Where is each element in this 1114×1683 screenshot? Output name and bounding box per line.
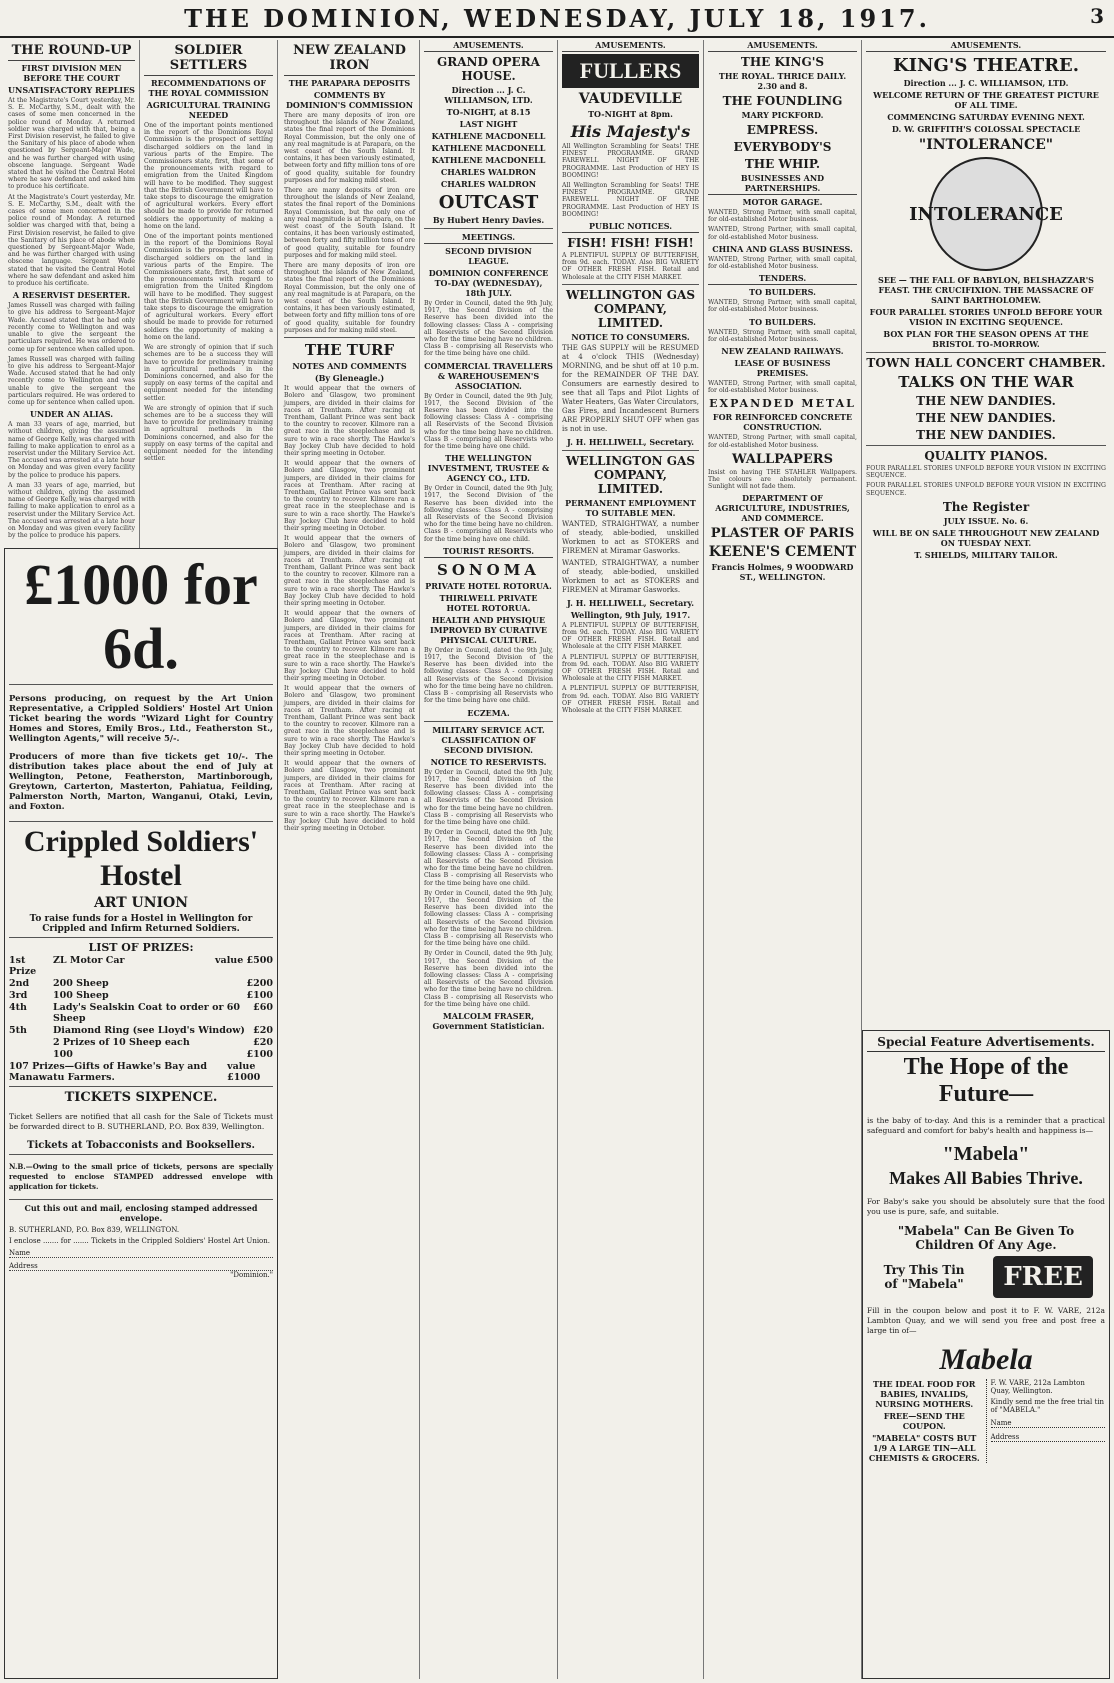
motor-garage: MOTOR GARAGE.: [742, 197, 823, 207]
prize-row: [9, 1025, 273, 1036]
mabela-costs: "MABELA" COSTS BUT 1/9 A LARGE TIN—ALL CHEMISTS & GROCERS.: [868, 1433, 980, 1463]
mabela-brand: Mabela: [939, 1343, 1033, 1376]
column-amusements-3: [704, 40, 862, 1679]
prize-place: 4th: [9, 1001, 27, 1013]
column-soldier-settlers: [140, 40, 278, 550]
meeting-body: By Order in Council, dated the 9th July, 1917, the Second Division of the Reserve has been divided into the following classes: Class A - comprising all Reservists of the Second Division who for the time being have no children. Class B - comprising all Reservists who for the time being have one child.: [424, 300, 553, 358]
empress: EMPRESS.: [746, 123, 819, 137]
kindly-send: Kindly send me the free trial tin of "MABELA.": [990, 1398, 1105, 1414]
prize-place: 2nd: [9, 977, 30, 989]
turf-body: It would appear that the owners of Bolero and Glasgow, two prominent jumpers, are divided in their claims for races at Trentham. After racing at Trentham, Gallant Prince was sent back to the country to recover. Kilmore ran a great race in the steeplechase and is sure to win a race shortly. The Hawke's Bay Jockey Club have decided to hold their spring meeting in October.: [284, 610, 415, 683]
new-dandies: THE NEW DANDIES.: [916, 394, 1056, 408]
meeting-item: SECOND DIVISION LEAGUE.: [445, 246, 532, 266]
film-title: THE FOUNDLING: [722, 94, 843, 108]
railways: NEW ZEALAND RAILWAYS.: [721, 346, 844, 357]
prize-value: £100: [246, 1048, 273, 1060]
advert-body: Persons producing, on request by the Art Union Representative, a Crippled Soldiers' Hostel Art Union Ticket bearing the words "Wizard Light for Country Homes and Stores, Emily Bros., Ltd., Featherston St., Wellington Agents," will receive 5/-.: [9, 693, 273, 744]
article-body: At the Magistrate's Court yesterday, Mr. S. E. McCarthy, S.M., dealt with the cases of some men concerned in the police round of Monday. A returned soldier was charged with that, being a First Division reservist, he failed to give the Sanitary of his place of abode when questioned by Sergeant-Major Wade, and he was further charged with using obscene language. Sergeant Wade stated that he visited the Central Hotel where he saw defendant and asked him to produce his certificate.: [8, 97, 135, 191]
column-amusements-2: [558, 40, 704, 1679]
new-dandies: THE NEW DANDIES.: [916, 411, 1056, 425]
china-business: CHINA AND GLASS BUSINESS.: [712, 243, 853, 254]
vare-address: F. W. VARE, 212a Lambton Quay, Wellington.: [990, 1379, 1085, 1395]
commencing: COMMENCING SATURDAY EVENING NEXT.: [887, 112, 1085, 122]
notice-date: Wellington, 9th July, 1917.: [570, 609, 691, 620]
notice-body: By Order in Council, dated the 9th July, 1917, the Second Division of the Reserve has been divided into the following classes: Class A - comprising all Reservists of the Second Division who for the time being have no children. Class B - comprising all Reservists who for the time being have one child.: [424, 889, 553, 948]
meeting-item: DOMINION CONFERENCE TO-DAY (WEDNESDAY), 18th JULY.: [428, 268, 549, 298]
gas-company: WELLINGTON GAS COMPANY, LIMITED.: [565, 453, 696, 496]
section-heading: AMUSEMENTS.: [562, 40, 699, 52]
hundred-prizes: 107 Prizes—Gifts of Hawke's Bay and Manawatu Farmers.: [9, 1060, 207, 1083]
article-body: There are many deposits of iron ore throughout the islands of New Zealand, states the final report of the Dominions Royal Commission, but the only one of any real magnitude is at Parapara, on the west coast of the South Island. It contains, it has been variously estimated, between forty and fifty million tons of ore of good quality, suitable for foundry purposes and for making mild steel.: [284, 112, 415, 184]
nb-note: N.B.—Owing to the small price of tickets, persons are specially requested to enclose STAMPED addressed envelope with application for tickets.: [9, 1161, 273, 1191]
notice-body: By Order in Council, dated the 9th July, 1917, the Second Division of the Reserve has been divided into the following classes: Class A - comprising all Reservists of the Second Division who for the time being have no children. Class B - comprising all Reservists who for the time being have one child.: [424, 829, 553, 887]
metal-sub: FOR REINFORCED CONCRETE CONSTRUCTION.: [712, 412, 853, 433]
coupon-free: FREE—SEND THE COUPON.: [883, 1411, 965, 1431]
misc-body: A PLENTIFUL SUPPLY OF BUTTERFISH, from 9d. each. TODAY. Also BIG VARIETY OF OTHER FRESH FISH. Retail and Wholesale at the CITY FISH MARKET.: [562, 621, 699, 651]
turf-body: It would appear that the owners of Bolero and Glasgow, two prominent jumpers, are divided in their claims for races at Trentham. After racing at Trentham, Gallant Prince was sent back to the country to recover. Kilmore ran a great race in the steeplechase and is sure to win a race shortly. The Hawke's Bay Jockey Club have decided to hold their spring meeting in October.: [284, 460, 415, 532]
vaudeville: VAUDEVILLE: [578, 91, 683, 107]
article-body: One of the important points mentioned in the report of the Dominions Royal Commission is the prospect of settling discharged soldiers on the land in various parts of the Empire. The Commissioners state, first, that some of the pronouncements with regard to emigration from the United Kingdom will have to be modified. They suggest that the British Government will have to take steps to discourage the emigration of agricultural workers. Every effort should be made to provide for returned soldiers the opportunity of making a home on the land.: [144, 122, 273, 230]
article-body: A man 33 years of age, married, but without children, giving the assumed name of George Kelly, was charged with failing to make application to enrol as a reservist under the Military Service Act. The accused was arrested at a late hour on Monday and was given every facility by the police to produce his papers.: [8, 421, 135, 479]
agriculture-dept: DEPARTMENT OF AGRICULTURE, INDUSTRIES, AND COMMERCE.: [715, 493, 850, 524]
misc-body: A PLENTIFUL SUPPLY OF BUTTERFISH, from 9d. each. TODAY. Also BIG VARIETY OF OTHER FRESH FISH. Retail and Wholesale at the CITY FISH MARKET.: [562, 653, 699, 683]
turf-body: It would appear that the owners of Bolero and Glasgow, two prominent jumpers, are divided in their claims for races at Trentham. After racing at Trentham, Gallant Prince was sent back to the country to recover. Kilmore ran a great race in the steeplechase and is sure to win a race shortly. The Hawke's Bay Jockey Club have decided to hold their spring meeting in October.: [284, 685, 415, 758]
mabela-name-field[interactable]: Name: [991, 1419, 1106, 1428]
meeting-body: By Order in Council, dated the 9th July, 1917, the Second Division of the Reserve has been divided into the following classes: Class A - comprising all Reservists of the Second Division who for the time being have no children. Class B - comprising all Reservists who for the time being have one child.: [424, 392, 553, 451]
turf-body: It would appear that the owners of Bolero and Glasgow, two prominent jumpers, are divided in their claims for races at Trentham. After racing at Trentham, Gallant Prince was sent back to the country to recover. Kilmore ran a great race in the steeplechase and is sure to win a race shortly. The Hawke's Bay Jockey Club have decided to hold their spring meeting in October.: [284, 535, 415, 607]
wanted-body: WANTED, STRAIGHTWAY, a number of steady, able-bodied, unskilled Workmen to act as STOKERS and FIREMEN at Miramar Gasworks.: [562, 519, 699, 555]
business-heading: BUSINESSES AND PARTNERSHIPS.: [708, 173, 857, 195]
prize-item: 2 Prizes of 10 Sheep each: [53, 1036, 190, 1048]
meeting-item: THE WELLINGTON INVESTMENT, TRUSTEE & AGENCY CO., LTD.: [427, 453, 550, 484]
lease: LEASE OF BUSINESS PREMISES.: [734, 358, 831, 379]
prize-item: 200 Sheep: [53, 977, 109, 989]
prize-item: Lady's Sealskin Coat to order or 60 Sheep: [53, 1001, 240, 1024]
prize-value: value £500: [215, 954, 273, 966]
last-nights: LAST NIGHT: [459, 119, 518, 129]
prize-place: 5th: [9, 1024, 27, 1036]
wanted-body: WANTED, Strong Partner, with small capital, for old-established Motor business.: [708, 434, 857, 449]
article-subheading: UNSATISFACTORY REPLIES: [8, 85, 135, 95]
to-builders: TO BUILDERS.: [749, 287, 816, 298]
article-heading: SOLDIER SETTLERS: [144, 43, 273, 76]
section-heading: AMUSEMENTS.: [424, 40, 553, 52]
town-hall: TOWN HALL CONCERT CHAMBER.: [866, 356, 1106, 370]
prize-item: Diamond Ring (see Lloyd's Window): [53, 1024, 245, 1036]
coupon-address-field[interactable]: Address: [9, 1262, 273, 1271]
article-heading: THE ROUND-UP: [8, 43, 135, 61]
notice-body: By Order in Council, dated the 9th July, 1917, the Second Division of the Reserve has been divided into the following classes: Class A - comprising all Reservists of the Second Division who for the time being have no children. Class B - comprising all Reservists who for the time being have one child.: [424, 768, 553, 826]
prize-item: 100 Sheep: [53, 989, 109, 1001]
newspaper-title: THE DOMINION, WEDNESDAY, JULY 18, 1917.: [184, 4, 930, 33]
quality-pianos: QUALITY PIANOS.: [924, 449, 1048, 463]
pianos-body: FOUR PARALLEL STORIES UNFOLD BEFORE YOUR VISION IN EXCITING SEQUENCE.: [866, 482, 1106, 497]
article-subheading: FIRST DIVISION MEN BEFORE THE COURT: [21, 63, 122, 83]
holmes: Francis Holmes, 9 WOODWARD ST., WELLINGTON.: [711, 562, 854, 583]
coupon-address: B. SUTHERLAND, P.O. Box 839, WELLINGTON.: [9, 1225, 180, 1234]
baby-body: For Baby's sake you should be absolutely sure that the food you use is pure, safe, and suitable.: [867, 1196, 1105, 1216]
tickets-body: Ticket Sellers are notified that all cash for the Sale of Tickets must be forwarded direct to B. SUTHERLAND, P.O. Box 839, Wellington.: [9, 1112, 273, 1131]
wallpapers: WALLPAPERS: [732, 451, 833, 467]
column-amusements-1: [420, 40, 558, 1679]
his-majesty: His Majesty's: [570, 122, 691, 141]
hostel-title: Crippled Soldiers' Hostel: [23, 824, 259, 892]
prize-row: [9, 978, 273, 989]
talks-on-war: TALKS ON THE WAR: [898, 373, 1074, 391]
mabela-name: "Mabela": [942, 1143, 1030, 1165]
fullers-logo: FULLERS: [562, 54, 699, 88]
film-star: MARY PICKFORD.: [741, 110, 824, 120]
register-sale: WILL BE ON SALE THROUGHOUT NEW ZEALAND ON TUESDAY NEXT.: [872, 527, 1100, 548]
meetings-heading: MEETINGS.: [424, 232, 553, 244]
article-body: There are many deposits of iron ore throughout the islands of New Zealand, states the final report of the Dominions Royal Commission, but the only one of any real magnitude is at Parapara, on the west coast of the South Island. It contains, it has been variously estimated, between forty and fifty million tons of ore of good quality, suitable for foundry purposes and for making mild steel.: [284, 187, 415, 259]
turf-subheading: NOTES AND COMMENTS: [292, 361, 407, 372]
advert-headline: £1000 for 6d.: [24, 552, 258, 681]
article-subheading: THE PARAPARA DEPOSITS: [288, 78, 411, 88]
article-body: A man 33 years of age, married, but without children, giving the assumed name of George Kelly, was charged with failing to make application to enrol as a reservist under the Military Service Act. The accused was arrested at a late hour on Monday and was given every facility by the police to produce his papers.: [8, 481, 135, 540]
star-name: CHARLES WALDRON: [440, 179, 537, 189]
prize-value: £100: [246, 989, 273, 1001]
intolerance-seal: INTOLERANCE: [929, 157, 1043, 271]
prize-row: [9, 1037, 273, 1048]
column-nz-iron: [280, 40, 420, 1679]
health-body: By Order in Council, dated the 9th July, 1917, the Second Division of the Reserve has been divided into the following classes: Class A - comprising all Reservists of the Second Division who for the time being have no children. Class B - comprising all Reservists who for the time being have one child.: [424, 646, 553, 705]
wanted-body: WANTED, Strong Partner, with small capital, for old-established Motor business.: [708, 255, 857, 271]
theatre-direction: Direction ... J. C. WILLIAMSON, LTD.: [444, 85, 533, 105]
notice-body: By Order in Council, dated the 9th July, 1917, the Second Division of the Reserve has been divided into the following classes: Class A - comprising all Reservists of the Second Division who for the time being have no children. Class B - comprising all Reservists who for the time being have one child.: [424, 950, 553, 1008]
turf-heading: THE TURF: [304, 341, 395, 360]
gas-signed: J. H. HELLIWELL, Secretary.: [566, 597, 695, 608]
star-name: CHARLES WALDRON: [440, 167, 537, 177]
fish-title: FISH! FISH! FISH!: [567, 236, 694, 251]
star-name: KATHLENE MACDONELL: [431, 131, 546, 141]
parallel-stories: FOUR PARALLEL STORIES UNFOLD BEFORE YOUR VISION IN EXCITING SEQUENCE.: [869, 307, 1103, 327]
hundred-value: value £1000: [227, 1060, 261, 1083]
advert-body: Producers of more than five tickets get 10/-. The distribution takes place about the end of July at Wellington, Petone, Featherston, Martinborough, Greytown, Carterton, Masterton, Pahiatua, Feilding, Palmerston North, Marton, Wanganui, Otaki, Levin, and Foxton.: [9, 752, 273, 812]
fullers-tonight: TO-NIGHT at 8pm.: [588, 109, 673, 119]
section-heading: AMUSEMENTS.: [708, 40, 857, 52]
article-body: We are strongly of opinion that if such schemes are to be a success they will have to provide for preliminary training in agricultural methods in the Dominions concerned, and also for the supply on easy terms of the capital and equipment needed for the intending settler.: [144, 344, 273, 402]
article-subheading: COMMENTS BY DOMINION'S COMMISSION: [285, 90, 414, 110]
makes-thrive: Makes All Babies Thrive.: [889, 1168, 1083, 1188]
section-heading: AMUSEMENTS.: [866, 40, 1106, 52]
intolerance: "INTOLERANCE": [918, 137, 1054, 153]
page-number: 3: [1090, 4, 1104, 28]
wallpaper-body: Insist on having THE STAHLER Wallpapers. The colours are absolutely permanent. Sunlight will not fade them.: [708, 468, 857, 491]
prize-list-title: LIST OF PRIZES:: [88, 940, 194, 954]
wanted-body: WANTED, Strong Partner, with small capital, for old-established Motor business.: [708, 209, 857, 224]
military-notice: MILITARY SERVICE ACT. CLASSIFICATION OF SECOND DIVISION.: [432, 724, 545, 755]
star-name: KATHLENE MACDONELL: [431, 143, 546, 153]
turf-body: It would appear that the owners of Bolero and Glasgow, two prominent jumpers, are divided in their claims for races at Trentham. After racing at Trentham, Gallant Prince was sent back to the country to recover. Kilmore ran a great race in the steeplechase and is sure to win a race shortly. The Hawke's Bay Jockey Club have decided to hold their spring meeting in October.: [284, 760, 415, 833]
mabela-address-field[interactable]: Address: [991, 1433, 1106, 1442]
gas-company: WELLINGTON GAS COMPANY, LIMITED.: [565, 287, 696, 330]
play-title: OUTCAST: [438, 192, 539, 213]
wanted-body: WANTED, Strong Partner, with small capital, for old-established Motor business.: [708, 328, 857, 343]
column-kings-theatre: [862, 40, 1110, 1026]
masthead: [0, 0, 1114, 38]
coupon-enclose: I enclose ....... for ....... Tickets in the Crippled Soldiers' Hostel Art Union.: [9, 1236, 271, 1245]
art-union-advert: [4, 548, 278, 1679]
meeting-body: By Order in Council, dated the 9th July, 1917, the Second Division of the Reserve has been divided into the following classes: Class A - comprising all Reservists of the Second Division who for the time being have no children. Class B - comprising all Reservists who for the time being have one child.: [424, 485, 553, 543]
prize-row: [9, 1002, 273, 1024]
kings-theatre: KING'S THEATRE.: [892, 55, 1080, 76]
article-subheading: UNDER AN ALIAS.: [29, 409, 114, 420]
prize-place: 3rd: [9, 989, 28, 1001]
prize-row: [9, 990, 273, 1001]
welcome: WELCOME RETURN OF THE GREATEST PICTURE OF ALL TIME.: [873, 90, 1099, 110]
consumers-notice: NOTICE TO CONSUMERS.: [571, 331, 690, 342]
raise-text: To raise funds for a Hostel in Wellington for Crippled and Infirm Returned Soldiers.: [29, 913, 253, 934]
wanted-body: WANTED, Strong Partner, with small capital, for old-established Motor business.: [708, 226, 857, 241]
tonight: TO-NIGHT, at 8.15: [446, 107, 531, 117]
misc-body: A PLENTIFUL SUPPLY OF BUTTERFISH, from 9d. each. TODAY. Also BIG VARIETY OF OTHER FRESH FISH. Retail and Wholesale at the CITY FISH MARKET.: [562, 685, 699, 715]
prize-place: 1st Prize: [9, 954, 37, 977]
plaster-of-paris: PLASTER OF PARIS: [710, 526, 855, 542]
keenes-cement: KEENE'S CEMENT: [708, 544, 857, 561]
tenders-heading: TENDERS.: [708, 273, 857, 285]
fill-body: Fill in the coupon below and post it to F. W. VARE, 212a Lambton Quay, and we will send you free and post free a large tin of—: [867, 1305, 1105, 1335]
wanted-body: WANTED, Strong Partner, with small capital, for old-established Motor business.: [708, 299, 857, 314]
kings-direction: Direction ... J. C. WILLIAMSON, LTD.: [903, 78, 1069, 88]
article-subheading: RECOMMENDATIONS OF THE ROYAL COMMISSION: [148, 78, 269, 98]
star-name: KATHLENE MACDONELL: [431, 155, 546, 165]
meeting-item: COMMERCIAL TRAVELLERS & WAREHOUSEMEN'S ASSOCIATION.: [424, 360, 553, 391]
coupon-name-field[interactable]: Name: [9, 1249, 273, 1258]
tourist-heading: TOURIST RESORTS.: [424, 546, 553, 558]
article-body: James Russell was charged with failing to give his address to Sergeant-Major Wade. Accused stated that he had only recently come to Wellington and was unable to give the sergeant the particulars required. He was ordered to come up for sentence when called upon.: [8, 302, 135, 353]
tickets-price: TICKETS SIXPENCE.: [64, 1089, 218, 1105]
mabela-advert: [862, 1030, 1110, 1679]
reservists-notice: NOTICE TO RESERVISTS.: [430, 756, 547, 767]
theatre-name: GRAND OPERA HOUSE.: [437, 55, 540, 83]
special-heading: Special Feature Advertisements.: [867, 1035, 1105, 1052]
hope-title: The Hope of the Future—: [903, 1054, 1069, 1107]
article-body: James Russell was charged with failing to give his address to Sergeant-Major Wade. Accused stated that he had only recently come to Wellington and was unable to give the sergeant the particulars required. He was ordered to come up for sentence when called upon.: [8, 355, 135, 406]
prize-list: [9, 955, 273, 1060]
fullers-body: All Wellington Scrambling for Seats! THE FINEST PROGRAMME. GRAND FAREWELL NIGHT OF THE PROGRAMME. Last Production of HEY IS BOOMING!: [562, 143, 699, 179]
prize-item: ZL Motor Car: [53, 954, 125, 966]
notice-signoff: MALCOLM FRASER, Government Statistician.: [432, 1011, 545, 1031]
wanted-body: WANTED, STRAIGHTWAY, a number of steady, able-bodied, unskilled Workmen to act as STOKERS and FIREMEN at Miramar Gasworks.: [562, 558, 699, 594]
prize-row: [9, 955, 273, 977]
eczema: ECZEMA.: [467, 707, 510, 718]
play-author: By Hubert Henry Davies.: [432, 215, 545, 225]
prize-value: £200: [246, 977, 273, 989]
register: The Register: [942, 499, 1030, 514]
whip: THE WHIP.: [744, 157, 821, 171]
art-union-label: ART UNION: [93, 894, 189, 911]
turf-byline: (By Gleneagle.): [314, 373, 385, 384]
prize-value: £20: [253, 1024, 273, 1036]
article-heading: NEW ZEALAND IRON: [284, 43, 415, 76]
article-body: We are strongly of opinion that if such schemes are to be a success they will have to provide for preliminary training in agricultural methods in the Dominions concerned, and also for the supply on easy terms of the capital and equipment needed for the intending settler.: [144, 404, 273, 463]
wanted-body: WANTED, Strong Partner, with small capital, for old-established Motor business.: [708, 380, 857, 395]
employment-notice: PERMANENT EMPLOYMENT TO SUITABLE MEN.: [565, 497, 696, 518]
pianos-body: FOUR PARALLEL STORIES UNFOLD BEFORE YOUR VISION IN EXCITING SEQUENCE.: [866, 465, 1106, 480]
turf-body: It would appear that the owners of Bolero and Glasgow, two prominent jumpers, are divided in their claims for races at Trentham. After racing at Trentham, Gallant Prince was sent back to the country to recover. Kilmore ran a great race in the steeplechase and is sure to win a race shortly. The Hawke's Bay Jockey Club have decided to hold their spring meeting in October.: [284, 385, 415, 457]
given-text: "Mabela" Can Be Given To Children Of Any Age.: [897, 1224, 1075, 1252]
griffith: D. W. GRIFFITH'S COLOSSAL SPECTACLE: [891, 124, 1081, 134]
hope-body: is the baby of to-day. And this is a reminder that a practical safeguard and comfort for baby's health and happiness is—: [867, 1115, 1105, 1135]
gas-signed: J. H. HELLIWELL, Secretary.: [566, 436, 695, 447]
to-builders: TO BUILDERS.: [749, 316, 816, 327]
article-body: There are many deposits of iron ore throughout the islands of New Zealand, states the final report of the Dominions Royal Commission, but the only one of any real magnitude is at Parapara, on the west coast of the South Island. It contains, it has been variously estimated, between forty and fifty million tons of ore of good quality, suitable for foundry purposes and for making mild steel.: [284, 262, 415, 334]
prize-row: [9, 1049, 273, 1060]
coupon-dominion: "Dominion.": [230, 1270, 273, 1279]
sonoma-sub: PRIVATE HOTEL ROTORUA.: [425, 580, 552, 591]
fullers-body: All Wellington Scrambling for Seats! THE FINEST PROGRAMME. GRAND FAREWELL NIGHT OF THE PROGRAMME. Last Production of HEY IS BOOMING!: [562, 182, 699, 218]
ideal-food: THE IDEAL FOOD FOR BABIES, INVALIDS, NURSING MOTHERS.: [873, 1379, 976, 1409]
article-body: One of the important points mentioned in the report of the Dominions Royal Commission is the prospect of settling discharged soldiers on the land in various parts of the Empire. The Commissioners state, first, that some of the pronouncements with regard to emigration from the United Kingdom will have to be modified. They suggest that the British Government will have to take steps to discourage the emigration of agricultural workers. Every effort should be made to provide for returned soldiers the opportunity of making a home on the land.: [144, 233, 273, 341]
expanded-metal: EXPANDED METAL: [709, 397, 856, 411]
box-plan: BOX PLAN FOR THE SEASON OPENS AT THE BRISTOL TO-MORROW.: [883, 329, 1089, 349]
article-subheading: A RESERVIST DESERTER.: [12, 290, 131, 301]
fish-body: A PLENTIFUL SUPPLY OF BUTTERFISH, from 9d. each. TODAY. Also BIG VARIETY OF OTHER FRESH FISH. Retail and Wholesale at the CITY FISH MARKET.: [562, 252, 699, 281]
everybodys: EVERYBODY'S: [733, 140, 832, 154]
cut-out-note: Cut this out and mail, enclosing stamped addressed envelope.: [24, 1202, 258, 1223]
prize-value: £60: [253, 1001, 273, 1013]
prize-value: £20: [253, 1036, 273, 1048]
free-badge: FREE: [993, 1256, 1093, 1298]
new-dandies: THE NEW DANDIES.: [916, 428, 1056, 442]
register-issue: JULY ISSUE. No. 6.: [943, 515, 1029, 526]
prize-place: [9, 1049, 53, 1060]
health: HEALTH AND PHYSIQUE IMPROVED BY CURATIVE PHYSICAL CULTURE.: [430, 614, 547, 645]
article-body: At the Magistrate's Court yesterday, Mr. S. E. McCarthy, S.M., dealt with the cases of some men concerned in the police round of Monday. A returned soldier was charged with that, being a First Division reservist, he failed to give the Sanitary of his place of abode when questioned by Sergeant-Major Wade, and he was further charged with using obscene language. Sergeant Wade stated that he visited the Central Hotel where he saw defendant and asked him to produce his certificate.: [8, 193, 135, 288]
see-list: SEE — THE FALL OF BABYLON, BELSHAZZAR'S FEAST. THE CRUCIFIXION. THE MASSACRE OF SAINT BARTHOLOMEW.: [878, 275, 1094, 305]
theatre-times: THE ROYAL. THRICE DAILY. 2.30 and 8.: [718, 71, 847, 91]
gas-body: THE GAS SUPPLY will be RESUMED at 4 o'clock THIS (Wednesday) MORNING, and be shut off at 10 p.m. for the REMAINDER OF THE DAY. Consumers are earnestly desired to see that all Taps and Pilot Lights of Water Heaters, Gas Water Circulators, Gas Fires, and Incandescent Burners ARE PROPERLY SHUT OFF when gas is not in use.: [562, 343, 699, 433]
prize-item: 100: [53, 1048, 73, 1060]
sonoma-title: SONOMA: [437, 560, 540, 579]
public-notices-heading: PUBLIC NOTICES.: [562, 221, 699, 233]
theatre-name: THE KING'S: [740, 55, 825, 69]
tobacconists: Tickets at Tobacconists and Booksellers.: [27, 1139, 255, 1151]
thirlwell: THIRLWELL PRIVATE HOTEL ROTORUA.: [439, 592, 538, 613]
shields: T. SHIELDS, MILITARY TAILOR.: [914, 549, 1058, 560]
prize-place: [9, 1037, 53, 1048]
try-text: Try This Tin of "Mabela": [883, 1263, 965, 1291]
article-subheading: AGRICULTURAL TRAINING NEEDED: [146, 100, 271, 120]
